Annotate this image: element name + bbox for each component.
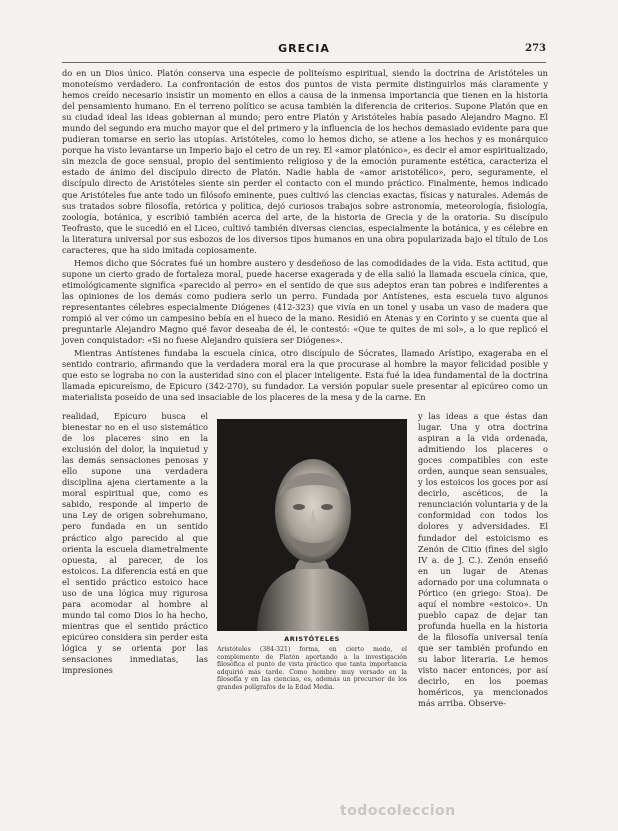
right-column	[418, 411, 548, 709]
left-column	[62, 411, 208, 676]
page-number: 273	[525, 43, 546, 54]
page-header	[62, 40, 546, 63]
aristotle-figure	[217, 419, 407, 692]
bust-image	[217, 419, 407, 631]
watermark: todocoleccion	[340, 803, 456, 819]
figure-section	[62, 411, 548, 766]
paragraph-3: Mientras Antístenes fundaba la escuela cínica, otro discípulo de Sócrates, llamado Arístipo, exageraba en el sentido contrario, afirmando que la verdadera moral era la que procurase al hombre la mayor felicidad posible y que esto se lograba no con la austeridad sino con el placer inteligente. Esta fué la idea fundamental de la doctrina llamada epicureísmo, de Epicuro (342-270), su fundador. La versión popular suele presentar al epicúreo como un materialista poseído de una sed insaciable de los placeres de la mesa y de la carne. En	[62, 348, 548, 403]
right-column-text: y las ideas a que éstas dan lugar. Una y otra doctrina aspiran a la vida ordenada, admitiendo los placeres o goces compatibles con este orden, aunque sean sensuales, y los estoicos los goces por así decirlo, ascéticos, de la renunciación voluntaria y de la conformidad con todos los dolores y adversidades. El fundador del estoicismo es Zenón de Citio (fines del siglo IV a. de J. C.). Zenón enseñó en un lugar de Atenas adornado por una columnata o Pórtico (en griego: Stoa). De aquí el nombre «estoico». Un pueblo capaz de dejar tan profunda huella en la historia de la filosofía universal tenía que ser también profundo en su labor literaria. Le hemos visto nacer entonces, por así decirlo, en los poemas homéricos, ya mencionados más arriba. Observe-	[418, 411, 548, 709]
figure-caption-title: ARISTÓTELES	[284, 635, 340, 643]
page-title: GRECIA	[278, 42, 330, 55]
main-text	[62, 68, 548, 405]
left-column-text: realidad, Epicuro busca el bienestar no en el uso sistemático de los placeres sino en la exclusión del dolor, la inquietud y las demás sensaciones penosas y ello supone una verdadera disciplina ajena ciertamente a la moral espiritual que, como es sabido, responde al imperio de una Ley de origen sobrehumano, pero fundada en un sentido práctico algo parecido al que orienta la escuela diametralmente opuesta, al parecer, de los estoicos. La diferencia está en que el sentido práctico estoico hace uso de una lógica muy rigurosa para acomodar al hombre al mundo tal como Dios lo ha hecho, mientras que el sentido práctico epicúreo considera sin perder esta lógica y se orienta por las sensaciones inmediatas, las impresiones	[62, 411, 208, 676]
aristotle-bust-photo	[217, 419, 407, 631]
paragraph-1: do en un Dios único. Platón conserva una especie de politeísmo espiritual, siendo la doctrina de Aristóteles un monoteísmo verdadero. La confrontación de estos dos puntos de vista permite distinguirlos más claramente y hemos creído necesario insistir un momento en ellos a causa de la inmensa importancia que tienen en la historia del pensamiento humano. En el terreno político se acusa también la diferencia de criterios. Supone Platón que en su ciudad ideal las ideas gobiernan al mundo; pero entre Platón y Aristóteles había pasado Alejandro Magno. El mundo del segundo era mucho mayor que el del primero y la influencia de los hechos demasiado evidente para que pudieran tomarse en serio las utopías. Aristóteles, como lo hemos dicho, se atiene a los hechos y es monárquico porque ha visto levantarse un Imperio bajo el cetro de un rey. El «amor platónico», es decir el amor espiritualizado, sin mezcla de goce sensual, propio del sentimiento religioso y de la emoción puramente estética, caracteriza el estado de ánimo del discípulo directo de Platón. Nadie habla de «amor aristotélico», pero, seguramente, el discípulo directo de Aristóteles siente sin perder el contacto con el mundo práctico. Finalmente, hemos indicado que Aristóteles fue ante todo un filósofo eminente, pues cultivó las ciencias exactas, físicas y naturales. Además de sus tratados sobre filosofía, retórica y política, dejó curiosos trabajos sobre astronomía, meteorología, fisiología, zoología, botánica, y escribió también acerca del arte, de la historia de Grecia y de la oratoria. Su discípulo Teofrasto, que le sucedió en el Liceo, cultivó también diversas ciencias, especialmente la botánica, y es célebre en la literatura universal por sus esbozos de los diversos tipos humanos en una obra popularizada bajo el título de Los caracteres, que ha sido imitada copiosamente.	[62, 68, 548, 255]
paragraph-2: Hemos dicho que Sócrates fué un hombre austero y desdeñoso de las comodidades de la vida. Esta actitud, que supone un cierto grado de fortaleza moral, puede hacerse exagerada y de ella salió la llamada escuela cínica, que, etimológicamente significa «parecido al perro» en el sentido de que sus adeptos eran tan pobres e indiferentes a las opiniones de los demás como pudiera serlo un perro. Fundada por Antístenes, esta escuela tuvo algunos representantes célebres especialmente Diógenes (412-323) que vivía en un tonel y usaba un vaso de madera que rompió al ver cómo un campesino bebía en el hueco de la mano. Residió en Atenas y en Corinto y se cuenta que al preguntarle Alejandro Magno qué favor deseaba de él, le contestó: «Que te quites de mi sol», a lo que replicó el joven conquistador: «Si no fuese Alejandro quisiera ser Diógenes».	[62, 257, 548, 346]
figure-caption-text: Aristóteles (384-321) forma, en cierto modo, el complemento de Platón aportando a la investigación filosófica el punto de vista práctico que tanta importancia adquirió más tarde. Como hombre muy versado en la filosofía y en las ciencias, es, además un precursor de los grandes polígrafos de la Edad Media.	[217, 646, 407, 691]
